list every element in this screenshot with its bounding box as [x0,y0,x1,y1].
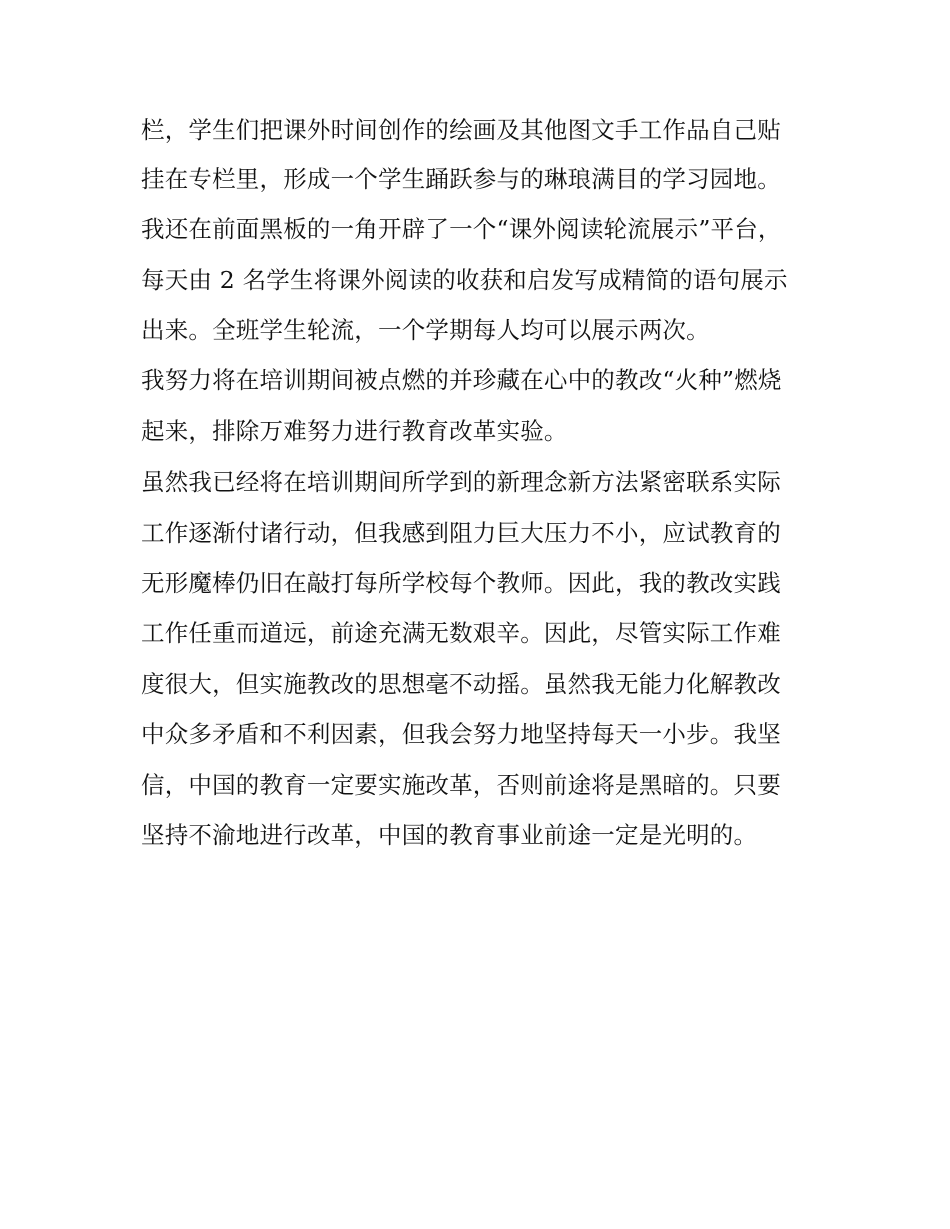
text-line-13: 中众多矛盾和不利因素，但我会努力地坚持每天一小步。我坚 [141,720,781,748]
text-line-14: 信，中国的教育一定要实施改革，否则前途将是黑暗的。只要 [141,771,781,799]
text-line-10: 无形魔棒仍旧在敲打每所学校每个教师。因此，我的教改实践 [141,569,781,597]
text-line-4: 每天由 2 名学生将课外阅读的收获和启发写成精简的语句展示 [141,266,788,294]
text-line-12: 度很大，但实施教改的思想毫不动摇。虽然我无能力化解教改 [141,670,781,698]
text-line-5: 出来。全班学生轮流，一个学期每人均可以展示两次。 [141,316,710,344]
text-line-7: 起来，排除万难努力进行教育改革实验。 [141,417,568,445]
text-line-2: 挂在专栏里，形成一个学生踊跃参与的琳琅满目的学习园地。 [141,165,781,193]
text-line-6: 我努力将在培训期间被点燃的并珍藏在心中的教改“火种”燃烧 [141,366,782,394]
text-line-8: 虽然我已经将在培训期间所学到的新理念新方法紧密联系实际 [141,468,781,496]
text-line-11: 工作任重而道远，前途充满无数艰辛。因此，尽管实际工作难 [141,619,781,647]
text-line-15: 坚持不渝地进行改革，中国的教育事业前途一定是光明的。 [141,821,758,849]
text-line-1: 栏，学生们把课外时间创作的绘画及其他图文手工作品自己贴 [141,116,781,144]
text-line-9: 工作逐渐付诸行动，但我感到阻力巨大压力不小，应试教育的 [141,519,781,547]
text-line-3: 我还在前面黑板的一角开辟了一个“课外阅读轮流展示”平台， [141,215,782,243]
